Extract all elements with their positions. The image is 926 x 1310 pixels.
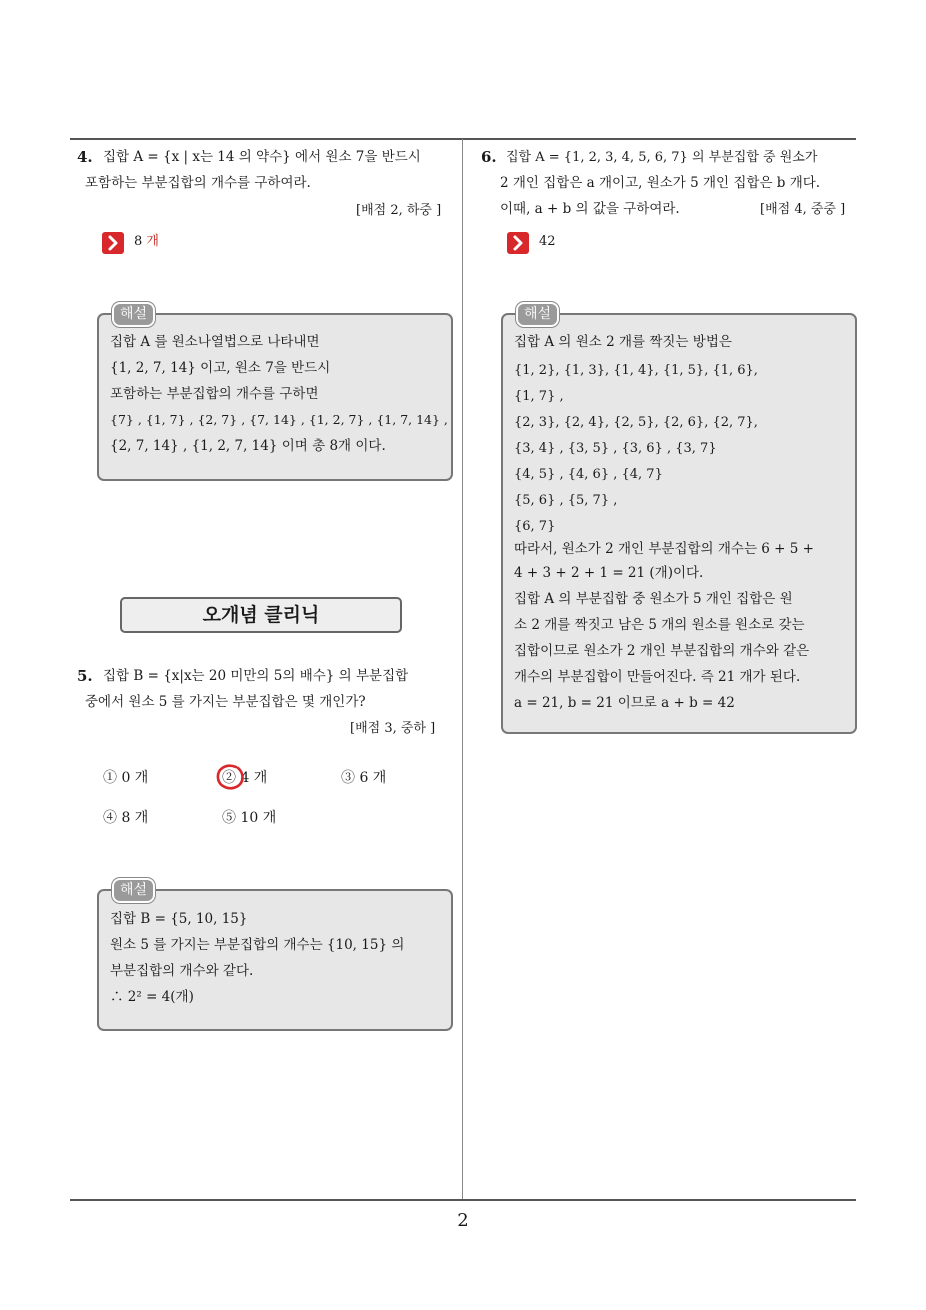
answer-value: 42 xyxy=(539,234,556,249)
answer-value xyxy=(134,235,159,248)
answer-number: 8 xyxy=(134,234,143,249)
score-label: [배점 3, 중하 ] xyxy=(350,721,436,736)
question-text-line: 포함하는 부분집합의 개수를 구하여라. xyxy=(85,175,311,191)
solution-line: 집합 A 의 원소 2 개를 짝짓는 방법은 xyxy=(514,334,732,350)
question-text-line: 중에서 원소 5 를 가지는 부분집합은 몇 개인가? xyxy=(85,694,366,710)
solution-line: a = 21, b = 21 이므로 a + b = 42 xyxy=(514,695,735,711)
answer-arrow-icon xyxy=(507,232,529,254)
question-number: 5. xyxy=(77,667,93,685)
solution-line: {4, 5} , {4, 6} , {4, 7} xyxy=(514,467,663,482)
question-text-line: 이때, a + b 의 값을 구하여라. xyxy=(500,201,680,217)
solution-line: 원소 5 를 가지는 부분집합의 개수는 {10, 15} 의 xyxy=(110,937,405,953)
choice-4[interactable]: ④ 8 개 xyxy=(103,810,149,826)
solution-line: 포함하는 부분집합의 개수를 구하면 xyxy=(110,386,319,402)
solution-line: {7} , {1, 7} , {2, 7} , {7, 14} , {1, 2, 7} , {1, 7, 14} , xyxy=(110,412,448,427)
solution-line: {1, 2}, {1, 3}, {1, 4}, {1, 5}, {1, 6}, xyxy=(514,363,758,378)
solution-line: {2, 7, 14} , {1, 2, 7, 14} 이며 총 8개 이다. xyxy=(110,438,386,454)
solution-tag: 해설 xyxy=(516,302,559,327)
question-text-line: 집합 A = {1, 2, 3, 4, 5, 6, 7} 의 부분집합 중 원소가 xyxy=(506,150,818,165)
solution-line: ∴ 2² = 4(개) xyxy=(110,989,194,1005)
score-label: [배점 2, 하중 ] xyxy=(356,203,442,218)
column-divider xyxy=(462,139,463,1201)
solution-line: 개수의 부분집합이 만들어진다. 즉 21 개가 된다. xyxy=(514,669,801,685)
solution-line: {5, 6} , {5, 7} , xyxy=(514,493,618,508)
question-number: 4. xyxy=(77,148,93,166)
solution-line: 부분집합의 개수와 같다. xyxy=(110,963,254,979)
question-text-line: 집합 B = {x|x는 20 미만의 5의 배수} 의 부분집합 xyxy=(103,668,409,684)
question-number: 6. xyxy=(481,148,497,166)
solution-line: {2, 3}, {2, 4}, {2, 5}, {2, 6}, {2, 7}, xyxy=(514,415,758,430)
choice-5[interactable]: ⑤ 10 개 xyxy=(222,810,277,826)
solution-line: 집합 A 의 부분집합 중 원소가 5 개인 집합은 원 xyxy=(514,591,793,607)
question-text-line: 집합 A = {x | x는 14 의 약수} 에서 원소 7을 반드시 xyxy=(103,149,421,165)
solution-tag: 해설 xyxy=(112,302,155,327)
solution-line: {1, 2, 7, 14} 이고, 원소 7을 반드시 xyxy=(110,360,331,376)
answer-unit: 개 xyxy=(146,234,159,249)
bottom-rule xyxy=(70,1199,856,1201)
score-label: [배점 4, 중중 ] xyxy=(760,202,846,217)
solution-line: {6, 7} xyxy=(514,519,556,534)
choice-3[interactable]: ③ 6 개 xyxy=(341,770,387,786)
answer-arrow-icon xyxy=(102,232,124,254)
solution-line: 집합 A 를 원소나열법으로 나타내면 xyxy=(110,334,320,350)
solution-line: 집합 B = {5, 10, 15} xyxy=(110,911,248,927)
solution-line: 소 2 개를 짝짓고 남은 5 개의 원소를 원소로 갖는 xyxy=(514,617,805,633)
page-number: 2 xyxy=(457,1210,469,1231)
solution-line: 4 + 3 + 2 + 1 = 21 (개)이다. xyxy=(514,565,704,581)
solution-line: {3, 4} , {3, 5} , {3, 6} , {3, 7} xyxy=(514,441,717,456)
choice-2[interactable]: ② 4 개 xyxy=(222,770,268,786)
question-text-line: 2 개인 집합은 a 개이고, 원소가 5 개인 집합은 b 개다. xyxy=(500,175,821,191)
top-rule xyxy=(70,138,856,140)
solution-line: {1, 7} , xyxy=(514,389,564,404)
answer-circle-mark-icon xyxy=(214,763,246,793)
solution-tag: 해설 xyxy=(112,878,155,903)
solution-line: 따라서, 원소가 2 개인 부분집합의 개수는 6 + 5 + xyxy=(514,541,814,557)
choice-1[interactable]: ① 0 개 xyxy=(103,770,149,786)
solution-line: 집합이므로 원소가 2 개인 부분집합의 개수와 같은 xyxy=(514,643,810,659)
concept-clinic-banner: 오개념 클리닉 xyxy=(120,597,402,633)
